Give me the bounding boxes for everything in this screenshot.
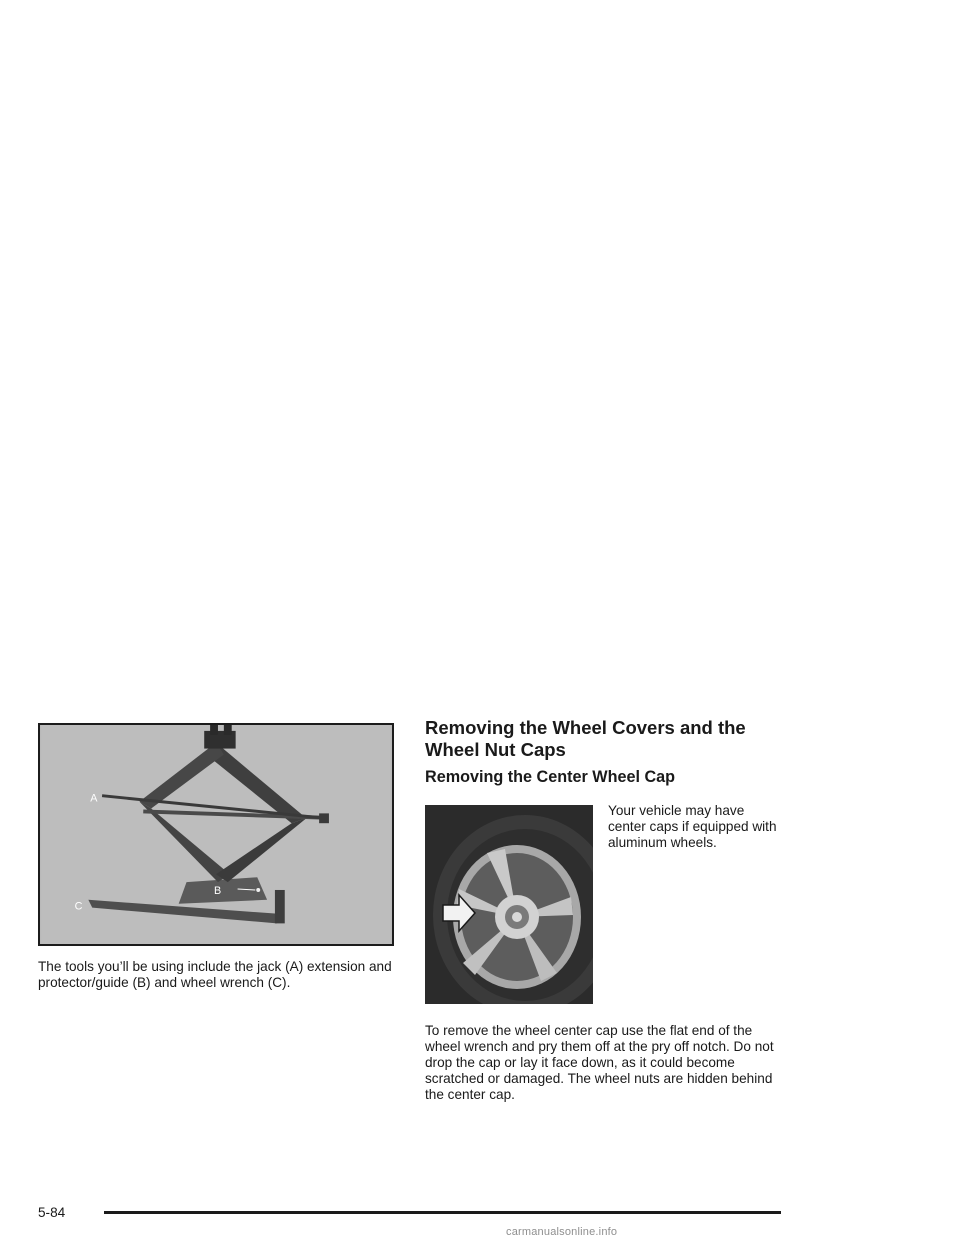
wheel-illustration [425,805,593,1004]
center-cap-instructions: To remove the wheel center cap use the flat end of the wheel wrench and pry them off at the pry off notch. Do not drop the cap or lay it face down, as it could become scratched or damaged. The wheel nuts are hidden behind the center cap. [425,1023,774,1102]
tools-caption: The tools you’ll be using include the jack (A) extension and protector/guide (B) and wheel wrench (C). [38,959,392,990]
footer-rule [104,1211,781,1214]
center-cap-side-text: Your vehicle may have center caps if equipped with aluminum wheels. [608,803,777,850]
label-a: A [90,792,98,805]
jack-tools-figure [38,723,394,946]
subsection-heading: Removing the Center Wheel Cap [425,768,676,786]
section-heading: Removing the Wheel Covers and the Wheel Nut Caps [425,717,746,760]
label-c: C [74,900,83,913]
jack-tools-illustration [40,725,392,944]
watermark: carmanualsonline.info [506,1226,618,1238]
wheel-center-cap-figure [425,805,593,1004]
page-number: 5-84 [38,1205,66,1220]
label-b: B [214,884,222,897]
